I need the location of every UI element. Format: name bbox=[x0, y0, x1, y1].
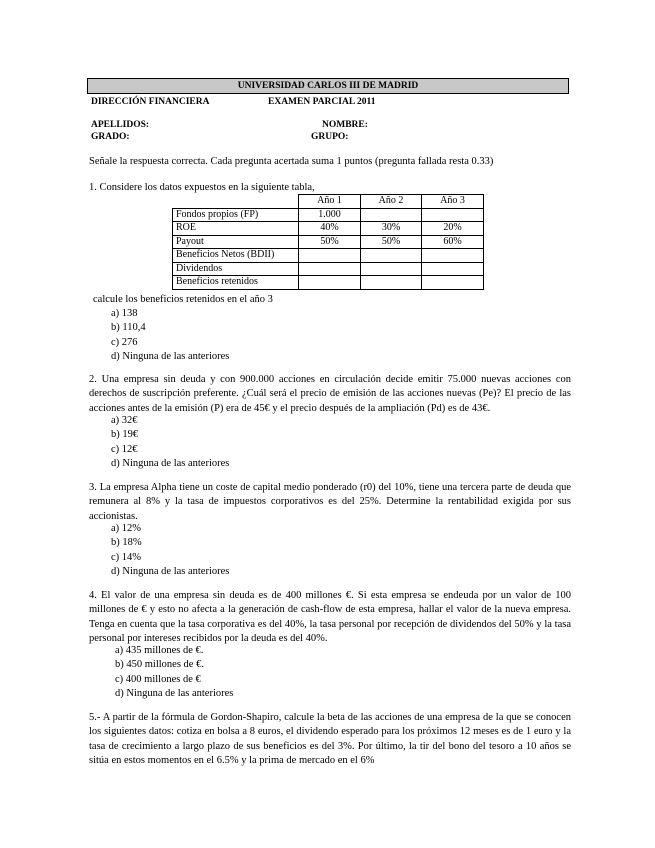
q1-option: d) Ninguna de las anteriores bbox=[111, 350, 230, 362]
apellidos-label: APELLIDOS: bbox=[91, 120, 150, 130]
table-cell bbox=[361, 249, 422, 263]
q2-option: b) 19€ bbox=[111, 429, 139, 441]
table-cell: 20% bbox=[422, 222, 484, 236]
q2-options bbox=[89, 414, 229, 471]
table-cell bbox=[299, 276, 361, 290]
table-row bbox=[173, 249, 484, 263]
table-cell bbox=[299, 249, 361, 263]
table-cell: 40% bbox=[299, 222, 361, 236]
table-cell: 1.000 bbox=[299, 208, 361, 222]
q1-option: b) 110,4 bbox=[111, 322, 146, 334]
table-cell: Beneficios Netos (BDII) bbox=[173, 249, 299, 263]
table-cell: Dividendos bbox=[173, 262, 299, 276]
q5-text: 5.- A partir de la fórmula de Gordon-Shapiro, calcule la beta de las acciones de una empresa de la que se conocen los siguientes datos: cotiza en bolsa a 8 euros, el dividendo esperado para los próximos 12 meses es de 1 euro y la tasa de crecimiento a largo plazo de sus beneficios es del 3%. Por último, la tir del bono del tesoro a 10 años se sitúa en estos momentos en el 6.5% y la prima de mercado en el 6% bbox=[89, 712, 571, 766]
table-cell: Año 2 bbox=[361, 195, 422, 209]
table-row bbox=[173, 262, 484, 276]
table-row bbox=[173, 208, 484, 222]
table-cell: 30% bbox=[361, 222, 422, 236]
table-cell bbox=[173, 195, 299, 209]
grado-label: GRADO: bbox=[91, 132, 130, 142]
q3-options bbox=[89, 522, 229, 579]
table-cell: 50% bbox=[299, 235, 361, 249]
table-cell: ROE bbox=[173, 222, 299, 236]
q2-option: c) 12€ bbox=[111, 443, 138, 455]
exam-label: EXAMEN PARCIAL 2011 bbox=[268, 97, 376, 107]
table-cell: Beneficios retenidos bbox=[173, 276, 299, 290]
q4-option: b) 450 millones de €. bbox=[115, 659, 204, 671]
table-cell bbox=[361, 262, 422, 276]
table-row bbox=[173, 222, 484, 236]
q3-option: b) 18% bbox=[111, 537, 142, 549]
table-row bbox=[173, 235, 484, 249]
q2-text: 2. Una empresa sin deuda y con 900.000 acciones en circulación decide emitir 75.000 nuevas acciones con derechos de suscripción preferente. ¿Cuál será el precio de emisión de las acciones nuevas (Pe)? El precio de las acciones antes de la emisión (P) era de 45€ y el precio después de la ampliación (Pd) es de 43€. bbox=[89, 374, 571, 414]
grupo-label: GRUPO: bbox=[311, 132, 349, 142]
table-cell bbox=[422, 208, 484, 222]
q3-option: d) Ninguna de las anteriores bbox=[111, 565, 230, 577]
q3-option: c) 14% bbox=[111, 551, 142, 563]
university-title: UNIVERSIDAD CARLOS III DE MADRID bbox=[87, 78, 569, 94]
q1-prompt: calcule los beneficios retenidos en el año 3 bbox=[93, 294, 273, 305]
table-cell: 60% bbox=[422, 235, 484, 249]
q4-option: d) Ninguna de las anteriores bbox=[115, 687, 234, 699]
instructions: Señale la respuesta correcta. Cada pregunta acertada suma 1 puntos (pregunta fallada resta 0.33) bbox=[89, 156, 494, 167]
q1-table bbox=[172, 194, 484, 290]
q3-option: a) 12% bbox=[111, 523, 142, 534]
table-cell bbox=[422, 276, 484, 290]
q4-options bbox=[93, 644, 233, 701]
table-cell: Payout bbox=[173, 235, 299, 249]
q2-option: d) Ninguna de las anteriores bbox=[111, 457, 230, 469]
q2-option: a) 32€ bbox=[111, 415, 138, 426]
table-cell: Año 3 bbox=[422, 195, 484, 209]
table-header-row bbox=[173, 195, 484, 209]
nombre-label: NOMBRE: bbox=[322, 120, 368, 130]
q1-options bbox=[89, 307, 229, 364]
table-cell: 50% bbox=[361, 235, 422, 249]
subject-label: DIRECCIÓN FINANCIERA bbox=[91, 97, 210, 107]
q3-text: 3. La empresa Alpha tiene un coste de capital medio ponderado (r0) del 10%, tiene una tercera parte de deuda que remunera al 8% y la tasa de impuestos corporativos es del 25%. Determine la rentabilidad exigida por sus accionistas. bbox=[89, 482, 571, 522]
table-cell bbox=[422, 262, 484, 276]
q4-option: c) 400 millones de € bbox=[115, 673, 201, 685]
q1-intro: 1. Considere los datos expuestos en la siguiente tabla, bbox=[89, 182, 315, 193]
table-cell bbox=[361, 276, 422, 290]
q1-option: a) 138 bbox=[111, 308, 138, 319]
table-cell bbox=[422, 249, 484, 263]
table-row bbox=[173, 276, 484, 290]
table-cell bbox=[299, 262, 361, 276]
table-cell bbox=[361, 208, 422, 222]
q4-text: 4. El valor de una empresa sin deuda es de 400 millones €. Si esta empresa se endeuda por un valor de 100 millones de € y esto no afecta a la generación de cash-flow de esta empresa, hallar el valor de la nueva empresa. Tenga en cuenta que la tasa corporativa es del 40%, la tasa personal por recepción de dividendos del 50% y la tasa personal por intereses recibidos por la deuda es del 40%. bbox=[89, 590, 571, 644]
table-cell: Año 1 bbox=[299, 195, 361, 209]
q4-option: a) 435 millones de €. bbox=[115, 645, 204, 656]
q1-option: c) 276 bbox=[111, 336, 138, 348]
table-cell: Fondos propios (FP) bbox=[173, 208, 299, 222]
